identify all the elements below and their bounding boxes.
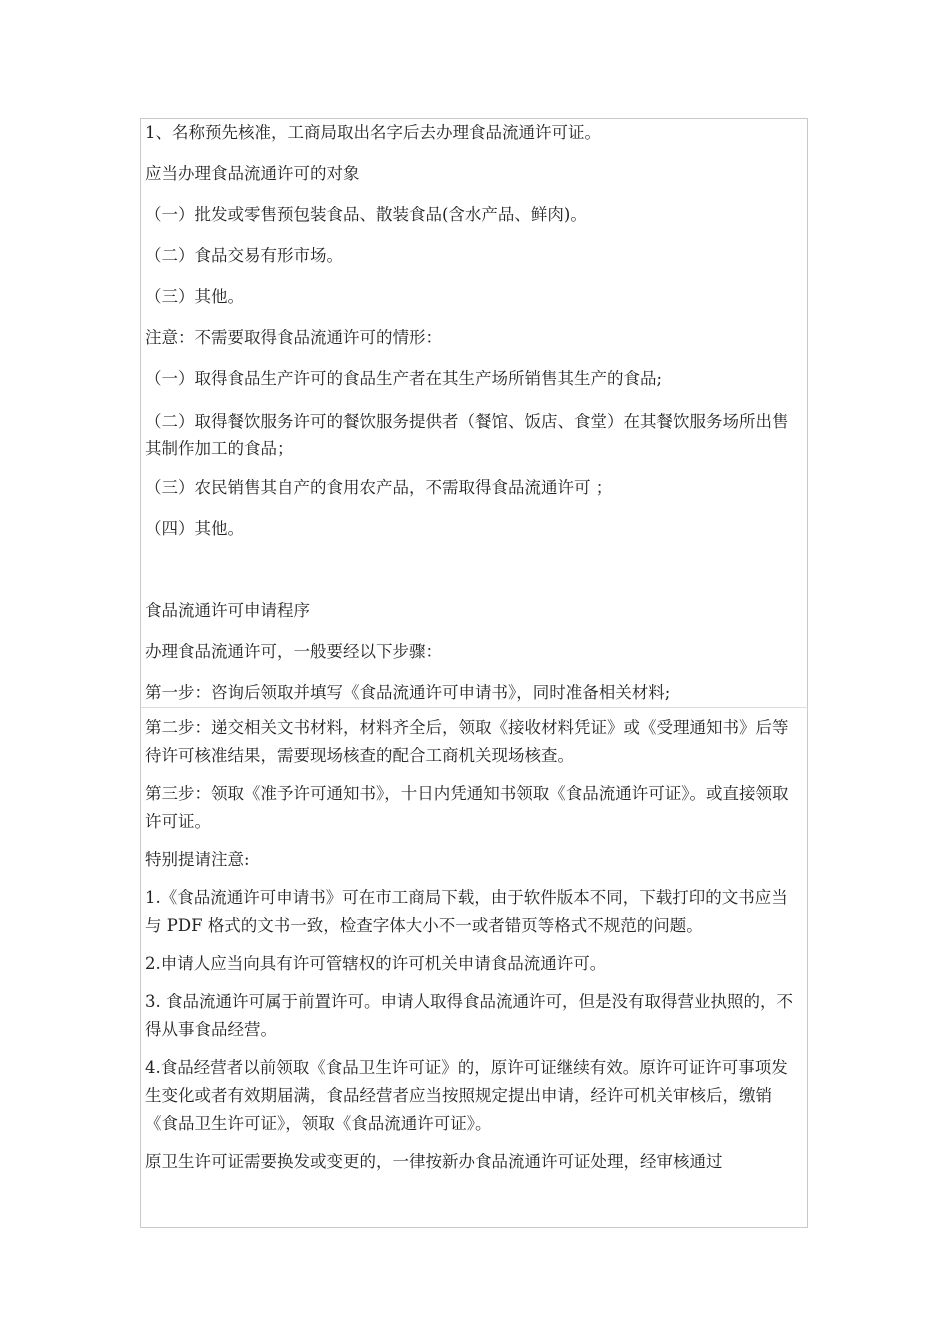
section-heading: 特别提请注意: — [145, 850, 250, 869]
paragraph: 第二步：递交相关文书材料，材料齐全后，领取《接收材料凭证》或《受理通知书》后等待许可核准结果，需要现场核查的配合工商机关现场核查。 — [145, 718, 789, 765]
paragraph: 第三步：领取《准予许可通知书》，十日内凭通知书领取《食品流通许可证》。或直接领取许可证。 — [145, 784, 789, 831]
paragraph: 办理食品流通许可，一般要经以下步骤： — [145, 642, 442, 661]
paragraph: （二）食品交易有形市场。 — [145, 246, 343, 265]
blank-space — [141, 541, 807, 599]
content-box-1 — [140, 118, 808, 708]
paragraph: （四）其他。 — [145, 519, 244, 538]
paragraph: （一）批发或零售预包装食品、散装食品(含水产品、鲜肉)。 — [145, 205, 587, 224]
paragraph: （三）农民销售其自产的食用农产品，不需取得食品流通许可 ； — [145, 478, 613, 497]
paragraph: （三）其他。 — [145, 287, 244, 306]
paragraph: 注意：不需要取得食品流通许可的情形： — [145, 328, 442, 347]
paragraph: （一）取得食品生产许可的食品生产者在其生产场所销售其生产的食品; — [145, 369, 663, 388]
paragraph: 1、名称预先核准，工商局取出名字后去办理食品流通许可证。 — [145, 123, 601, 142]
paragraph: 应当办理食品流通许可的对象 — [145, 164, 360, 183]
paragraph: 2.申请人应当向具有许可管辖权的许可机关申请食品流通许可。 — [145, 954, 607, 973]
paragraph: 1.《食品流通许可申请书》可在市工商局下载，由于软件版本不同，下载打印的文书应当与 PDF 格式的文书一致，检查字体大小不一或者错页等格式不规范的问题。 — [145, 888, 788, 935]
paragraph: （二）取得餐饮服务许可的餐饮服务提供者（餐馆、饭店、食堂）在其餐饮服务场所出售其制作加工的食品； — [145, 412, 789, 458]
paragraph: 3. 食品流通许可属于前置许可。申请人取得食品流通许可，但是没有取得营业执照的，不得从事食品经营。 — [145, 992, 793, 1039]
paragraph: 4.食品经营者以前领取《食品卫生许可证》的，原许可证继续有效。原许可证许可事项发生变化或者有效期届满，食品经营者应当按照规定提出申请，经许可机关审核后，缴销《食品卫生许可证》，领取《食品流通许可证》。 — [145, 1058, 788, 1133]
paragraph: 原卫生许可证需要换发或变更的，一律按新办食品流通许可证处理，经审核通过 — [145, 1152, 723, 1171]
paragraph: 第一步：咨询后领取并填写《食品流通许可申请书》，同时准备相关材料; — [145, 683, 671, 702]
section-heading: 食品流通许可申请程序 — [145, 601, 310, 620]
content-box-2 — [140, 707, 808, 1228]
